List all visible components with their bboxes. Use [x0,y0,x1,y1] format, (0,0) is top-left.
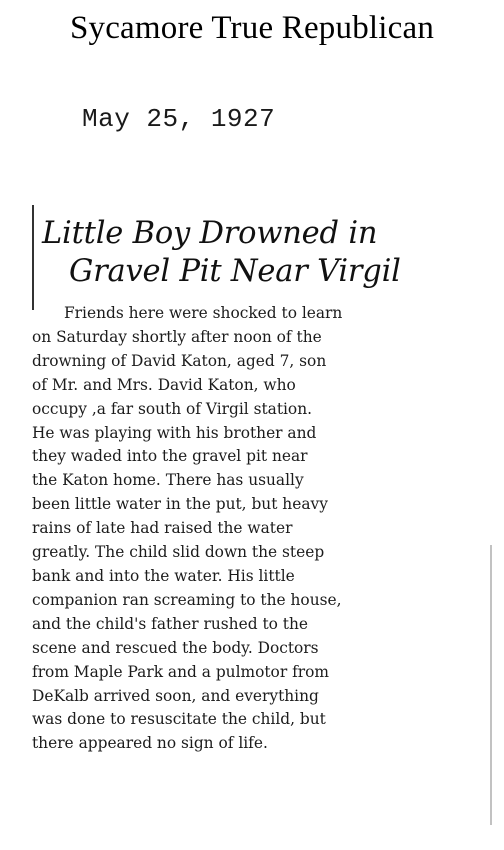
body-line: drowning of David Katon, aged 7, son [32,351,327,370]
body-line: companion ran screaming to the house, [32,590,342,609]
body-line: been little water in the put, but heavy [32,495,328,514]
headline-line: Gravel Pit Near Virgil [69,254,401,289]
column-rule-right [490,545,492,825]
body-line: on Saturday shortly after noon of the [32,327,322,346]
article-headline [42,215,482,291]
page-title: Sycamore True Republican [69,10,435,46]
body-line: of Mr. and Mrs. David Katon, who [32,375,296,394]
body-line: scene and rescued the body. Doctors [32,638,319,657]
body-line: rains of late had raised the water [32,519,293,538]
body-line: and the child's father rushed to the [32,614,308,633]
body-line: they waded into the gravel pit near [32,447,308,466]
body-line: DeKalb arrived soon, and everything [32,686,319,705]
clipping-date: May 25, 1927 [82,104,276,134]
body-line: the Katon home. There has usually [32,471,304,490]
headline-line: Little Boy Drowned in [42,216,378,251]
body-line: Friends here were shocked to learn [64,304,343,322]
body-line: greatly. The child slid down the steep [32,543,325,562]
body-line: was done to resuscitate the child, but [32,710,326,729]
body-line: bank and into the water. His little [32,566,295,585]
newspaper-clipping [32,205,480,825]
column-rule-left [32,205,34,310]
body-line: He was playing with his brother and [32,423,317,442]
body-line: from Maple Park and a pulmotor from [32,662,329,681]
body-line: there appeared no sign of life. [32,734,268,753]
article-body [32,302,480,756]
body-line: occupy ,a far south of Virgil station. [32,399,313,418]
